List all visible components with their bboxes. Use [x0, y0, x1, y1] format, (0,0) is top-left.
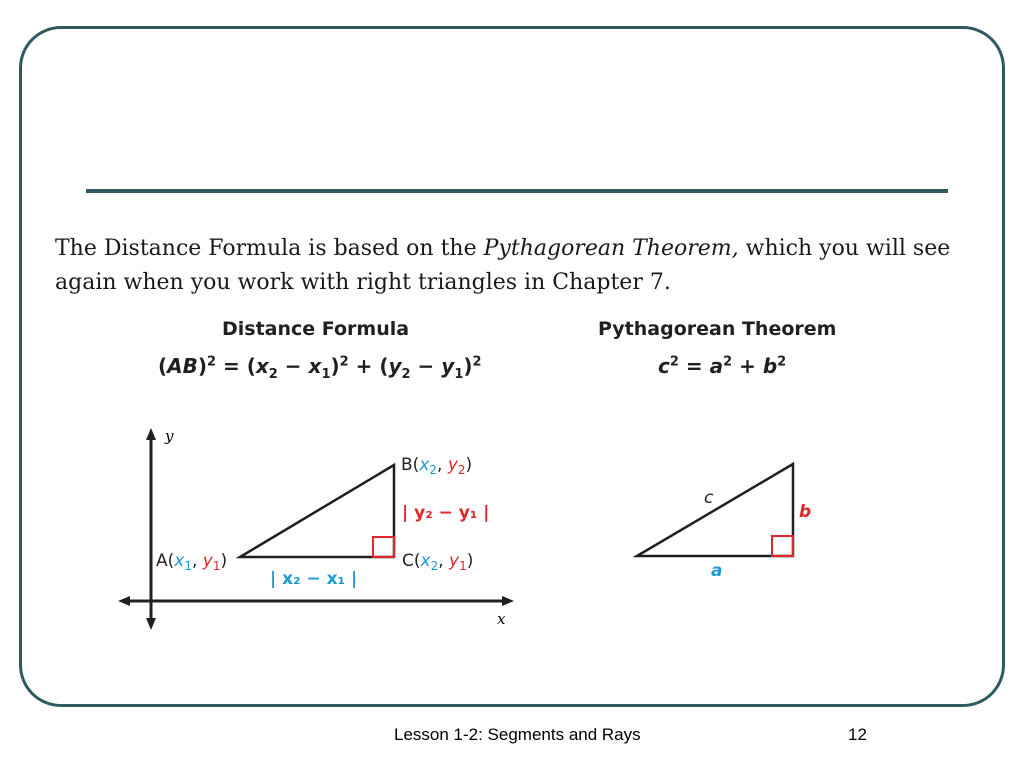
distance-formula: $(AB)^2 = (x_2 - x_1)^2 + (y_2 - y_1)^2$: [158, 354, 482, 382]
footer-page-number: 12: [848, 725, 867, 744]
right-triangle: [637, 464, 793, 556]
y-axis-arrow-up: [146, 428, 156, 440]
vertical-leg-label: | y₂ − y₁ |: [402, 503, 490, 523]
right-angle-marker: [373, 537, 394, 557]
right-angle-marker-2: [772, 536, 793, 556]
y-axis-label: y: [165, 427, 174, 445]
intro-part1: The Distance Formula is based on the: [55, 236, 484, 261]
pythagorean-triangle: [637, 464, 811, 581]
footer-lesson-title: Lesson 1-2: Segments and Rays: [394, 725, 641, 744]
pythagorean-formula: $c^2 = a^2 + b^2$: [658, 354, 787, 378]
intro-part2: which you will see again when you work with right triangles in Chapter 7.: [55, 236, 951, 295]
point-a-label: $A(x_1$, $y_1$): [156, 551, 228, 573]
coordinate-graph: [118, 427, 514, 630]
base-label: a: [711, 561, 723, 581]
y-axis-arrow-down: [146, 618, 156, 630]
x-axis-arrow-right: [502, 596, 514, 606]
intro-emphasis: Pythagorean Theorem,: [483, 236, 739, 261]
height-label: b: [799, 502, 812, 522]
point-b-label: $B(x_2$, $y_2$): [401, 455, 473, 477]
pythagorean-heading: Pythagorean Theorem: [598, 318, 837, 340]
hypotenuse-label: c: [704, 488, 714, 508]
x-axis-label: x: [497, 610, 506, 628]
x-axis-arrow-left: [118, 596, 130, 606]
horizontal-leg-label: | x₂ − x₁ |: [270, 569, 358, 589]
distance-formula-heading: Distance Formula: [222, 318, 410, 340]
point-c-label: $C(x_2$, $y_1$): [402, 551, 474, 573]
right-triangle-abc: [240, 465, 394, 557]
